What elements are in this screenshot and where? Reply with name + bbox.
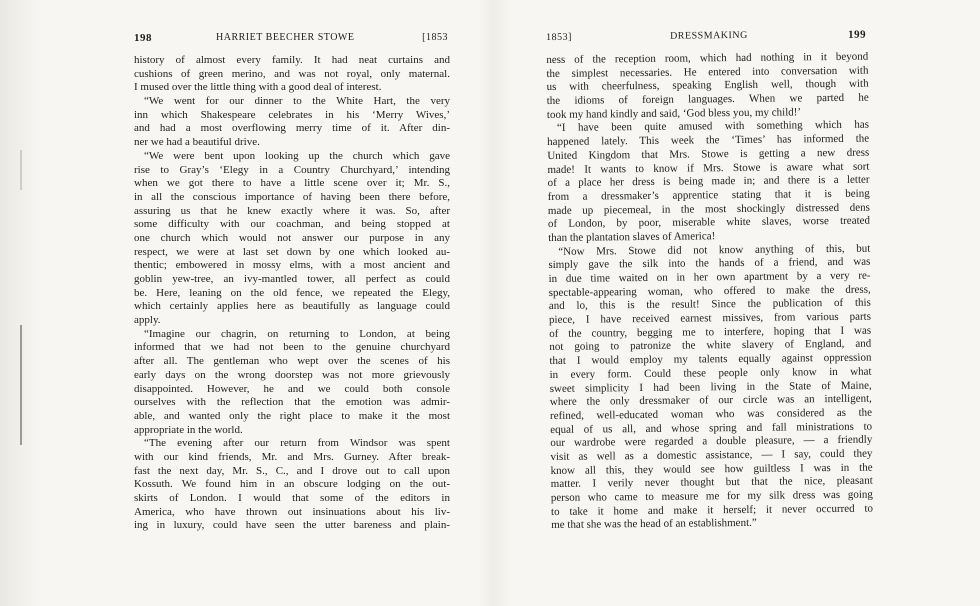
text-line: me that she was the head of an establishment.” [551,517,757,532]
text-line: “I have been quite amused with something which has [556,119,870,135]
text-line: “Imagine our chagrin, on returning to London, at being [144,327,450,340]
scan-mark [20,150,22,190]
running-year: [1853 [422,32,448,43]
running-year: 1853] [546,31,572,43]
text-line: one church which would not answer our purpose in any [134,231,450,244]
text-line: matter. I verily never thought but that the nice, pleasant [550,474,873,491]
text-line: with our kind friends, Mr. and Mrs. Gurney. After break- [134,450,450,463]
text-line: United Kingdom that Mrs. Stowe is getting a new dress [547,146,870,162]
text-line: able, and wanted only the right place to make it the most [134,409,450,422]
text-line: that I would employ my talents equally against oppression [549,351,872,368]
text-line: early days on the wrong doorstep was not more grievously [134,368,450,381]
book-spine [478,0,510,606]
text-line: which certainly applies here as beautifully as language could [134,300,450,313]
text-line: spectable-appearing woman, who offered to make the dress, [548,283,871,299]
text-line: to take it home and make it herself; it never occurred to [550,502,874,518]
text-line: assuring us that he knew exactly where it was. So, after [134,204,450,217]
text-line: and had a most overflowing merry time of it. After din- [134,122,450,135]
running-head [134,32,450,48]
text-line: “Now Mrs. Stowe did not know anything of this, but [558,242,871,258]
text-line: made! It wants to know if Mrs. Stowe is aware what sort [547,160,870,176]
text-line: piece, I have received earnest missives, from various parts [548,310,872,327]
text-line: “The evening after our return from Windsor was spent [144,437,450,450]
page-body [546,51,873,533]
text-line: visit as well as a domestic assistance, — I say, could they [550,447,873,463]
left-page [134,32,450,533]
text-line: happened lately. This week the ‘Times’ has informed the [547,132,870,149]
running-title: HARRIET BEECHER STOWE [216,32,355,43]
text-line: made up piecemeal, in the most shockingly distressed dens [547,201,870,217]
text-line: person who came to measure me for my silk dress was going [550,488,873,504]
text-line: history of almost every family. It had neat curtains and [134,54,450,66]
text-line: refined, well-educated woman who was considered as the [549,406,873,422]
text-line: the idioms of foreign languages. When we parted he [546,91,869,108]
text-line: in due time waited on in her own apartment by a very re- [548,269,871,285]
page-number: 198 [134,32,152,44]
text-line: the simplest necessaries. He entered into conversation with [546,64,869,80]
text-line: of the country, begging me to interfere, hoping that I was [549,324,872,340]
text-line: ing in luxury, could have seen the utter bareness and plain- [134,519,450,532]
text-line: from a dressmaker’s apprentice stating that it is being [547,187,870,203]
text-line: Kossuth. We found him in an obscure lodging on the out- [134,478,450,491]
text-line: not going to patronize the white slavery of England, and [549,338,872,354]
right-page [546,29,873,533]
page-body [134,54,450,533]
text-line: cushions of green merino, and was not royal, only maternal. [134,67,450,80]
text-line: of a place her dress is being made in; and there is a letter [547,173,870,190]
text-line: ourselves with the reflection that the emotion was admir- [134,396,450,409]
text-line: “We went for our dinner to the White Hart, the very [144,95,450,108]
scan-mark [20,325,22,445]
text-line: be. Here, leaning on the old fence, we repeated the Elegy, [134,286,450,299]
text-line: and lo, this is the result! Since the publication of this [548,296,871,313]
text-line: disappointed. However, he and we could both console [134,382,450,395]
text-line: I mused over the little thing with a good deal of interest. [134,81,382,94]
text-line: simply gave the silk into the hands of a friend, and was [548,255,871,272]
text-line: in every form. Could these people only know in what [549,365,872,381]
text-line: equal of us all, and whose spring and fall ministrations to [550,420,873,436]
text-line: know all this, they would see how guiltless I was in the [550,461,873,477]
text-line: us with cheerfulness, speaking English well, though with [546,78,869,94]
scan-edge [0,0,40,606]
text-line: some difficulty with our coachman, and being stopped at [134,218,450,231]
text-line: appropriate in the world. [134,423,243,436]
text-line: where the only dressmaker of our circle was an intelligent, [549,392,872,409]
text-line: after all. The gentleman who wept over the scenes of his [134,355,450,368]
text-line: took my hand kindly and said, ‘God bless you, my child!’ [546,106,802,121]
text-line: “We were bent upon looking up the church which gave [144,149,450,162]
text-line: of London, by poor, miserable white slaves, worse treated [547,214,871,231]
text-line: rise to Gray’s ‘Elegy in a Country Churchyard,’ intending [134,163,450,176]
text-line: informed that we had not been to the genuine churchyard [134,341,450,354]
text-line: inn which Shakespeare celebrates in his ‘Merry Wives,’ [134,108,450,121]
text-line: skirts of London. I would that some of the editors in [134,492,450,504]
text-line: ner we had a beautiful drive. [134,136,260,149]
text-line: apply. [134,314,161,327]
text-line: than the plantation slaves of America! [548,230,716,244]
running-head [546,29,868,48]
text-line: our wardrobe were regarded a double pleasure, — a friendly [550,433,873,450]
text-line: ness of the reception room, which had nothing in it beyond [546,50,869,66]
running-title: DRESSMAKING [669,29,748,42]
page-number: 199 [847,28,867,41]
text-line: thentic; embowered in mossy elms, with a most ancient and [134,259,450,272]
text-line: America, who have thrown out insinuations about his liv- [134,505,450,518]
text-line: when we got there to have a little scene over it; Mr. S., [134,177,450,190]
text-line: respect, we were at last set down by one which looked au- [134,245,450,258]
text-line: sweet simplicity I had been living in the State of Maine, [549,379,872,395]
text-line: goblin yew-tree, an ivy-mantled tower, all perfect as could [134,273,450,285]
text-line: in all the conscious importance of having been there before, [134,190,450,203]
text-line: fast the next day, Mr. S., C., and I drove out to call upon [134,464,450,477]
